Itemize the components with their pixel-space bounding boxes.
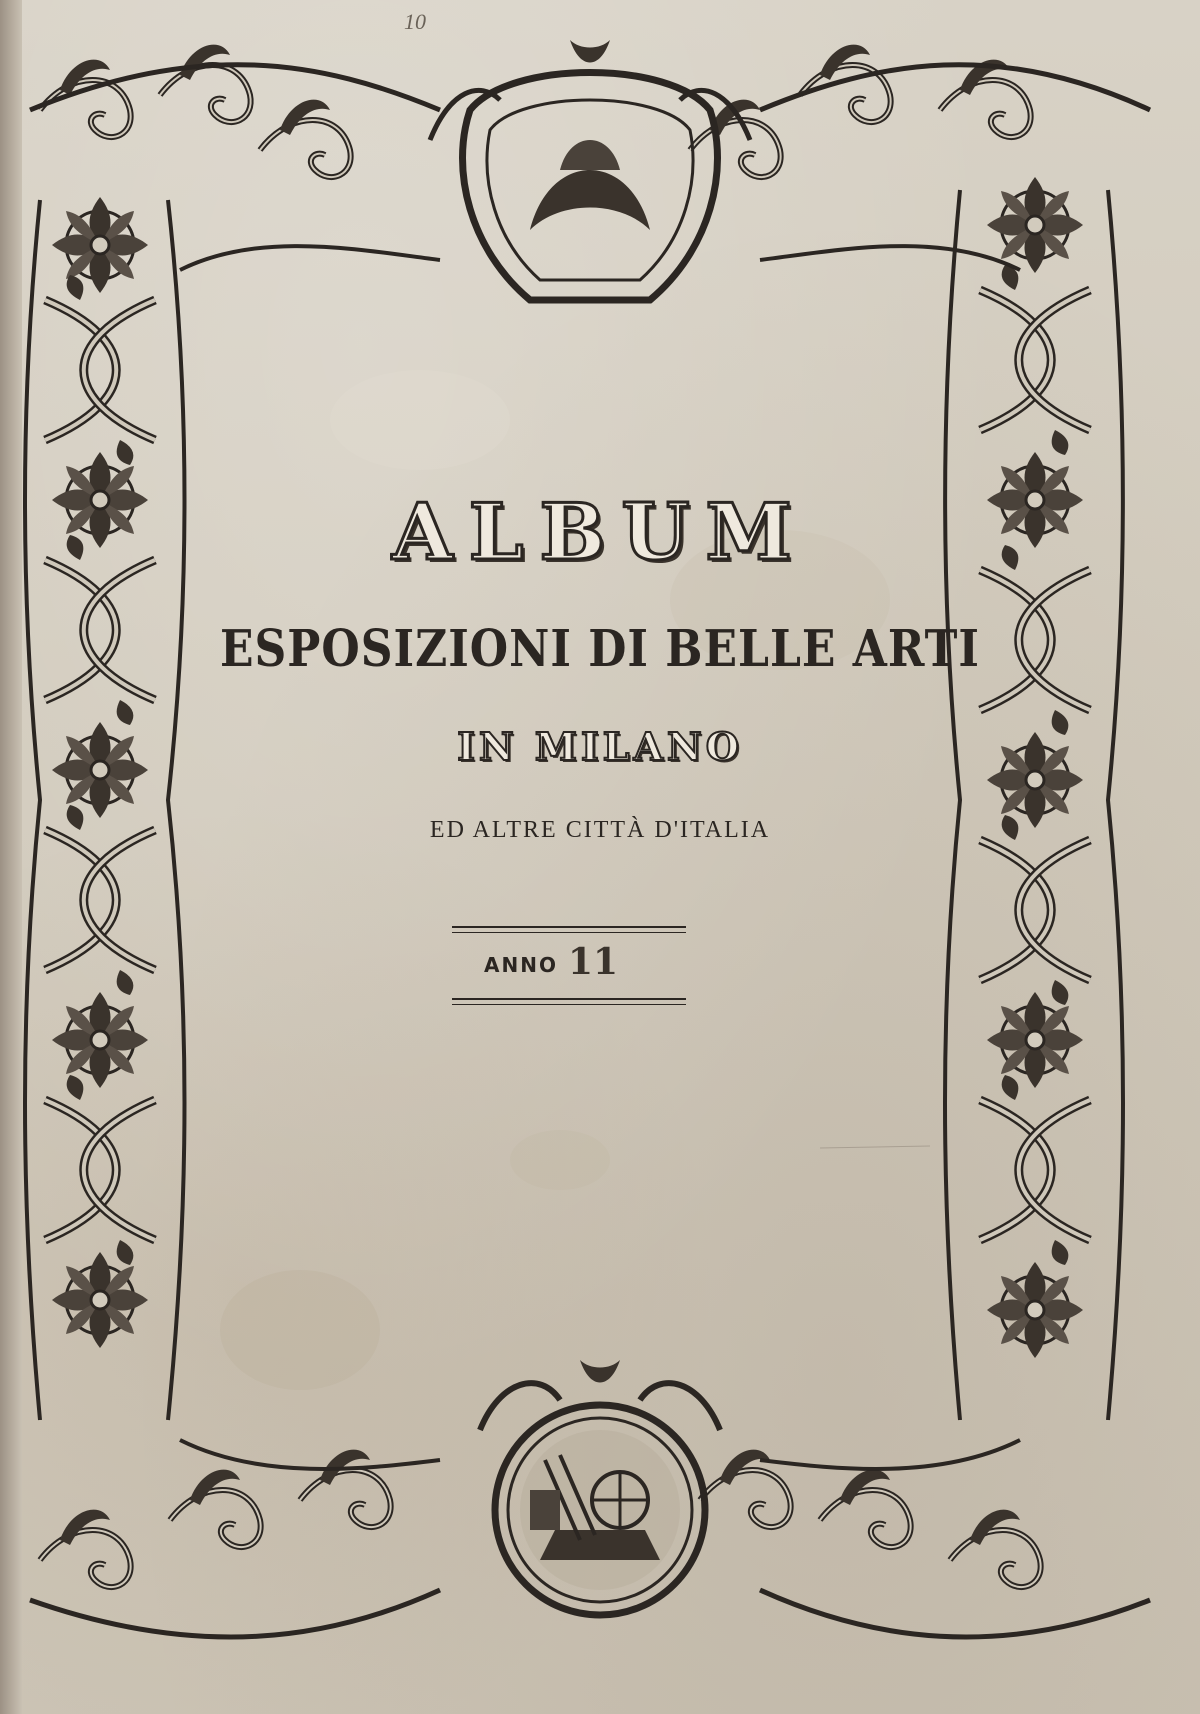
year-label: ANNO [484,953,558,977]
page-title: ALBUM [392,487,808,578]
left-border-column [24,110,194,1610]
top-border-band [30,40,1150,300]
year-number: 11 [568,941,619,983]
right-border-column [945,177,1123,1420]
foliage-cartouche-icon [430,40,750,300]
bottom-rule [452,998,686,1005]
city-subtitle: IN MILANO [457,724,743,769]
top-rule [452,926,686,933]
bottom-border-band [30,1360,1150,1637]
corner-note: 10 [404,9,426,34]
exhibition-subtitle: ESPOSIZIONI DI BELLE ARTI [219,620,980,679]
arts-trophy-medallion-icon [480,1360,720,1615]
other-cities-subtitle: ED ALTRE CITTÀ D'ITALIA [429,817,771,843]
